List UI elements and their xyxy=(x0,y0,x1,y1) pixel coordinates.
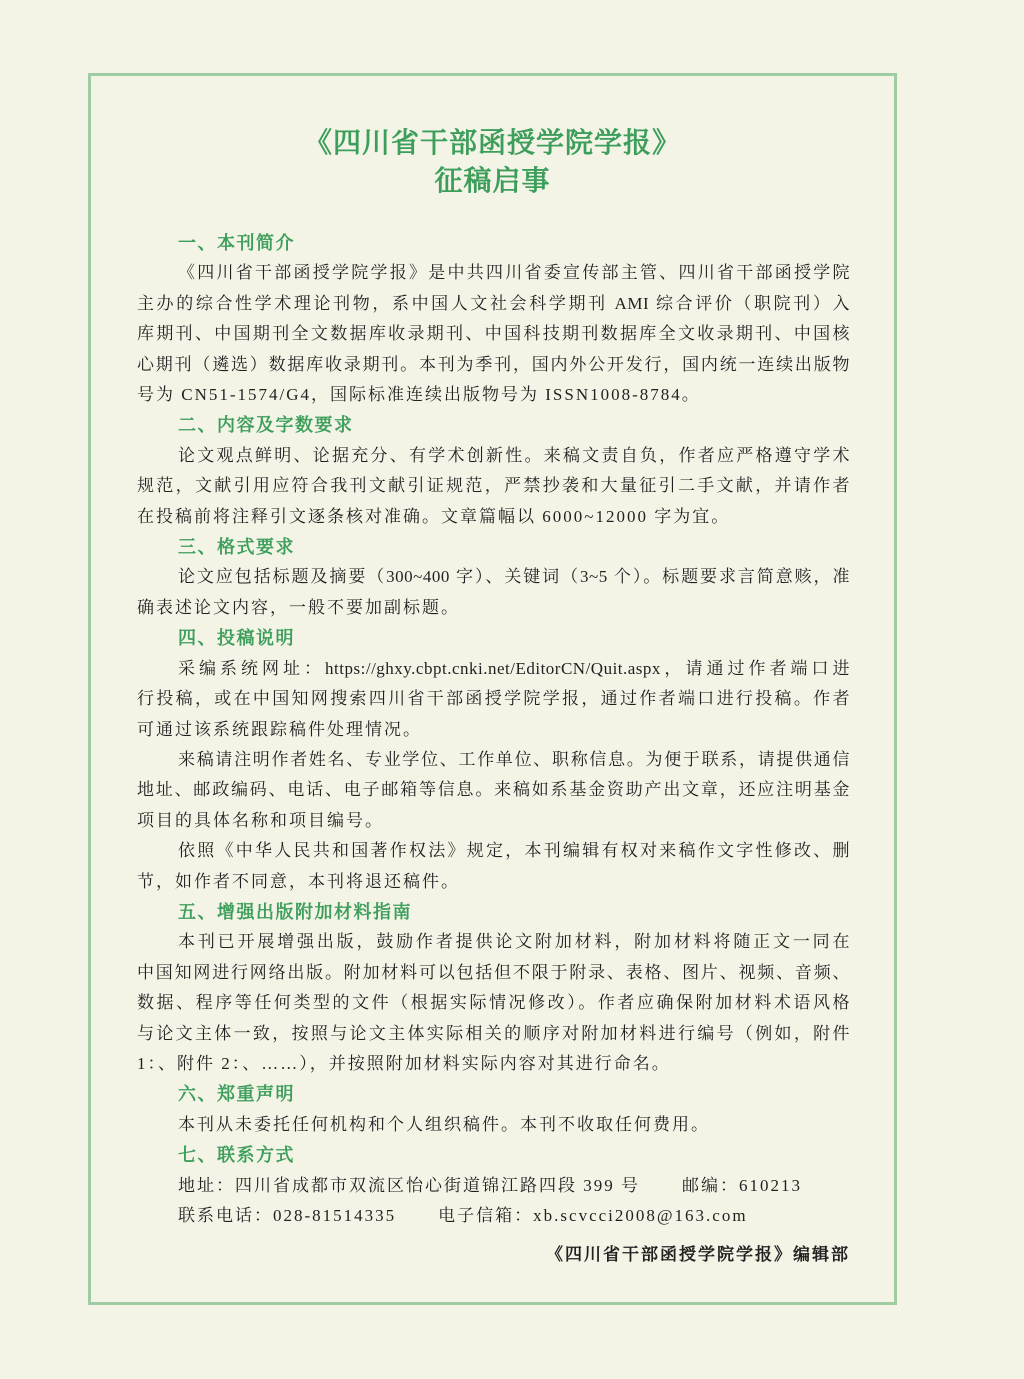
contact-row-phone-email xyxy=(137,1201,850,1231)
text-line: 可通过该系统跟踪稿件处理情况。 xyxy=(137,719,422,739)
document-body xyxy=(137,228,850,1271)
section-content-requirements xyxy=(137,410,850,532)
text-line: 在投稿前将注释引文逐条核对准确。文章篇幅以 6000~12000 字为宜。 xyxy=(137,506,731,526)
section-journal-introduction xyxy=(137,228,850,410)
section-heading: 七、联系方式 xyxy=(178,1145,295,1166)
section-heading: 三、格式要求 xyxy=(178,537,295,558)
text-line: 《四川省干部函授学院学报》是中共四川省委宣传部主管、四川省干部函授学院 xyxy=(178,263,850,283)
section-format-requirements xyxy=(137,532,850,623)
text-line: 论文应包括标题及摘要（300~400 字）、关键词（3~5 个）。标题要求言简意赅，准 xyxy=(178,567,850,587)
text-line: 1：、附件 2：、……），并按照附加材料实际内容对其进行命名。 xyxy=(137,1053,671,1073)
section-heading: 四、投稿说明 xyxy=(178,628,295,649)
text-line: 采编系统网址：https://ghxy.cbpt.cnki.net/EditorCN/Quit.aspx，请通过作者端口进 xyxy=(178,658,850,678)
section-heading: 二、内容及字数要求 xyxy=(178,415,354,436)
text-line: 中国知网进行网络出版。附加材料可以包括但不限于附录、表格、图片、视频、音频、 xyxy=(137,962,850,982)
phone-text: 联系电话：028-81514335 xyxy=(178,1206,397,1225)
section-submission-instructions xyxy=(137,623,850,897)
section-solemn-statement xyxy=(137,1079,850,1140)
section-supplementary-materials xyxy=(137,897,850,1079)
text-line: 来稿请注明作者姓名、专业学位、工作单位、职称信息。为便于联系，请提供通信 xyxy=(178,749,850,769)
text-line: 行投稿，或在中国知网搜索四川省干部函授学院学报，通过作者端口进行投稿。作者 xyxy=(137,689,850,709)
paragraph xyxy=(137,562,850,623)
title-journal-name: 《四川省干部函授学院学报》 xyxy=(303,127,681,158)
paragraph xyxy=(137,836,850,897)
address-text: 地址：四川省成都市双流区怡心街道锦江路四段 399 号 xyxy=(178,1175,640,1195)
text-line: 论文观点鲜明、论据充分、有学术创新性。来稿文责自负，作者应严格遵守学术 xyxy=(178,445,850,465)
section-heading: 一、本刊简介 xyxy=(178,233,295,253)
text-line: 地址、邮政编码、电话、电子邮箱等信息。来稿如系基金资助产出文章，还应注明基金 xyxy=(137,780,850,800)
text-line: 主办的综合性学术理论刊物，系中国人文社会科学期刊 AMI 综合评价（职院刊）入 xyxy=(137,293,850,313)
title-call-for-papers: 征稿启事 xyxy=(434,165,551,196)
document-title xyxy=(91,124,894,200)
paragraph xyxy=(137,654,850,745)
text-line: 库期刊、中国期刊全文数据库收录期刊、中国科技期刊数据库全文收录期刊、中国核 xyxy=(137,324,850,344)
text-line: 项目的具体名称和项目编号。 xyxy=(137,810,384,830)
text-line: 本刊已开展增强出版，鼓励作者提供论文附加材料，附加材料将随正文一同在 xyxy=(178,932,850,952)
email-text: 电子信箱：xb.scvcci2008@163.com xyxy=(438,1206,748,1225)
text-line: 心期刊（遴选）数据库收录期刊。本刊为季刊，国内外公开发行，国内统一连续出版物 xyxy=(137,354,850,374)
paragraph xyxy=(137,258,850,410)
paragraph xyxy=(137,441,850,532)
text-line: 规范，文献引用应符合我刊文献引证规范，严禁抄袭和大量征引二手文献，并请作者 xyxy=(137,476,850,496)
contact-row-address xyxy=(137,1171,850,1201)
text-line: 本刊从未委托任何机构和个人组织稿件。本刊不收取任何费用。 xyxy=(178,1114,710,1134)
editorial-office-signature: 《四川省干部函授学院学报》编辑部 xyxy=(546,1245,850,1265)
text-line: 数据、程序等任何类型的文件（根据实际情况修改）。作者应确保附加材料术语风格 xyxy=(137,993,850,1013)
text-line: 号为 CN51-1574/G4，国际标准连续出版物号为 ISSN1008-8784。 xyxy=(137,385,701,405)
text-line: 确表述论文内容，一般不要加副标题。 xyxy=(137,597,460,617)
text-line: 节，如作者不同意，本刊将退还稿件。 xyxy=(137,871,460,891)
text-line: 与论文主体一致，按照与论文主体实际相关的顺序对附加材料进行编号（例如，附件 xyxy=(137,1023,850,1043)
text-line: 依照《中华人民共和国著作权法》规定，本刊编辑有权对来稿作文字性修改、删 xyxy=(178,841,850,861)
paragraph xyxy=(137,1110,850,1140)
section-heading: 五、增强出版附加材料指南 xyxy=(178,901,412,922)
postcode-text: 邮编：610213 xyxy=(682,1175,802,1195)
section-contact-info xyxy=(137,1140,850,1231)
page-frame xyxy=(88,73,897,1305)
paragraph xyxy=(137,927,850,1079)
paragraph xyxy=(137,745,850,836)
section-heading: 六、郑重声明 xyxy=(178,1084,295,1105)
